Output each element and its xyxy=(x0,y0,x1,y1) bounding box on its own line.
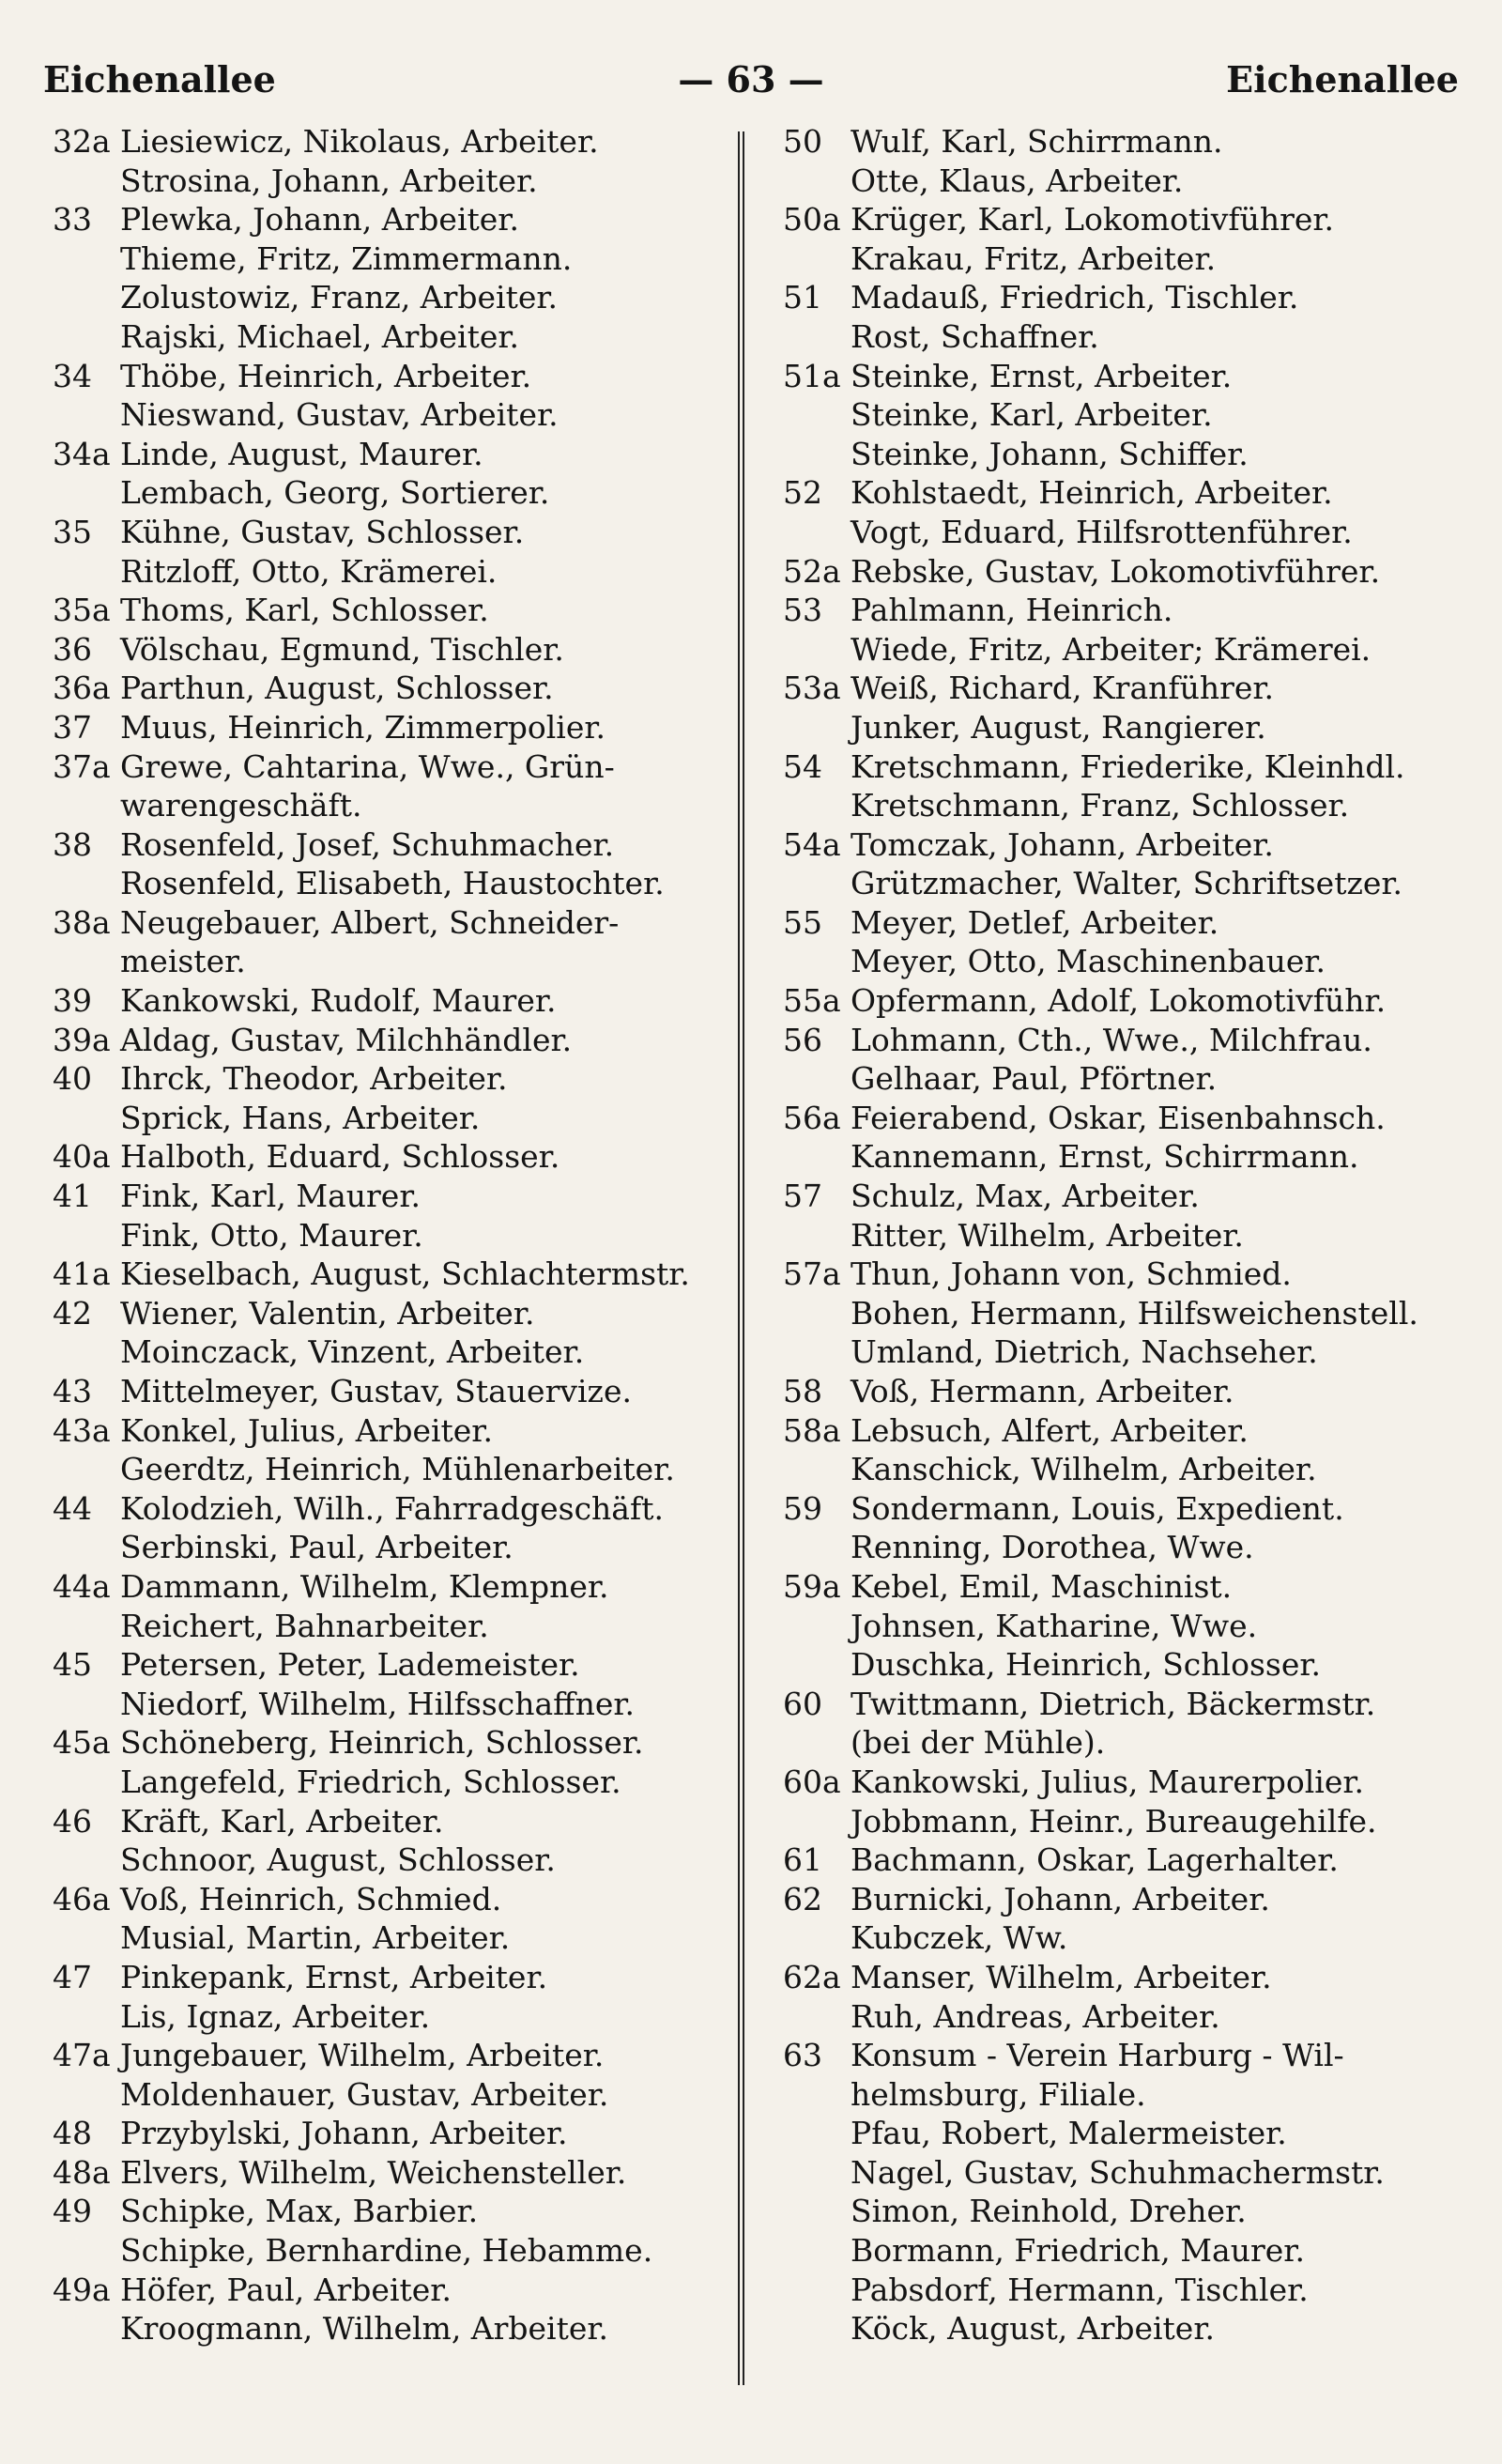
resident-entry: Pahlmann, Heinrich. xyxy=(851,592,1173,629)
resident-entry: Wiede, Fritz, Arbeiter; Krämerei. xyxy=(851,630,1372,668)
directory-entry xyxy=(783,1411,1468,1451)
directory-entry xyxy=(53,1216,719,1255)
resident-entry: (bei der Mühle). xyxy=(851,1724,1106,1762)
resident-entry: Jobbmann, Heinr., Bureaugehilfe. xyxy=(851,1802,1377,1840)
directory-entry xyxy=(783,1918,1468,1958)
resident-entry: Kräft, Karl, Arbeiter. xyxy=(120,1802,444,1840)
directory-entry xyxy=(53,591,719,630)
directory-entry xyxy=(783,162,1468,201)
resident-entry: Mittelmeyer, Gustav, Stauervize. xyxy=(120,1373,632,1409)
house-number: 42 xyxy=(53,1294,92,1332)
house-number: 39 xyxy=(53,982,92,1020)
house-number: 34 xyxy=(53,357,92,394)
resident-entry: Parthun, August, Schlosser. xyxy=(120,670,554,707)
directory-entry xyxy=(783,2036,1468,2075)
resident-entry: Ritter, Wilhelm, Arbeiter. xyxy=(851,1216,1244,1254)
house-number: 53 xyxy=(783,592,822,629)
resident-entry: Strosina, Johann, Arbeiter. xyxy=(120,162,538,199)
house-number: 46a xyxy=(53,1880,111,1917)
directory-entry xyxy=(53,903,719,943)
house-number: 47a xyxy=(53,2037,111,2074)
house-number: 52a xyxy=(783,552,841,590)
directory-entry xyxy=(53,2075,719,2115)
directory-entry xyxy=(53,747,719,787)
directory-entry xyxy=(53,2231,719,2271)
header-street-right: Eichenallee xyxy=(1226,58,1459,100)
directory-entry xyxy=(783,825,1468,865)
resident-entry: Kretschmann, Friederike, Kleinhdl. xyxy=(851,747,1405,785)
left-column xyxy=(53,122,719,2348)
resident-entry: Kieselbach, August, Schlachtermstr. xyxy=(120,1255,690,1293)
directory-entry xyxy=(783,357,1468,396)
house-number: 58 xyxy=(783,1373,822,1409)
resident-entry: Pfau, Robert, Malermeister. xyxy=(851,2115,1287,2152)
resident-entry: Musial, Martin, Arbeiter. xyxy=(120,1919,511,1957)
resident-entry: Grützmacher, Walter, Schriftsetzer. xyxy=(851,865,1403,902)
resident-entry: Feierabend, Oskar, Eisenbahnsch. xyxy=(851,1099,1386,1136)
directory-entry xyxy=(53,864,719,903)
house-number: 48 xyxy=(53,2115,92,2152)
house-number: 54 xyxy=(783,747,822,785)
resident-entry: Plewka, Johann, Arbeiter. xyxy=(120,201,519,239)
directory-entry xyxy=(53,1294,719,1333)
resident-entry: Wulf, Karl, Schirrmann. xyxy=(851,123,1223,160)
directory-entry xyxy=(53,1332,719,1372)
directory-entry xyxy=(783,1528,1468,1567)
page-header xyxy=(38,58,1464,115)
directory-entry xyxy=(53,1880,719,1919)
resident-entry: Sprick, Hans, Arbeiter. xyxy=(120,1099,481,1136)
resident-entry: Dammann, Wilhelm, Klempner. xyxy=(120,1567,609,1605)
directory-entry xyxy=(783,2309,1468,2348)
directory-entry xyxy=(783,1332,1468,1372)
directory-entry xyxy=(783,473,1468,513)
directory-entry xyxy=(783,1450,1468,1489)
directory-entry xyxy=(53,2036,719,2075)
house-number: 48a xyxy=(53,2153,111,2191)
resident-entry: Höfer, Paul, Arbeiter. xyxy=(120,2271,452,2308)
directory-entry xyxy=(53,552,719,592)
house-number: 45a xyxy=(53,1724,111,1762)
resident-entry: Thöbe, Heinrich, Arbeiter. xyxy=(120,357,532,394)
resident-entry: Lis, Ignaz, Arbeiter. xyxy=(120,1997,431,2035)
resident-entry: Fink, Otto, Maurer. xyxy=(120,1216,423,1254)
resident-entry: Langefeld, Friedrich, Schlosser. xyxy=(120,1763,621,1800)
house-number: 50 xyxy=(783,123,822,160)
resident-entry: Zolustowiz, Franz, Arbeiter. xyxy=(120,279,559,316)
directory-entry xyxy=(53,2309,719,2348)
resident-entry: Steinke, Johann, Schiffer. xyxy=(851,435,1249,472)
directory-entry xyxy=(53,1918,719,1958)
house-number: 41a xyxy=(53,1255,111,1293)
directory-entry xyxy=(53,981,719,1021)
directory-entry xyxy=(53,1450,719,1489)
house-number: 38 xyxy=(53,825,92,863)
resident-entry: Schulz, Max, Arbeiter. xyxy=(851,1178,1200,1215)
resident-entry: Ritzloff, Otto, Krämerei. xyxy=(120,552,498,590)
resident-entry: Vogt, Eduard, Hilfsrottenführer. xyxy=(851,513,1353,550)
resident-entry: Neugebauer, Albert, Schneider- xyxy=(120,903,620,941)
directory-entry xyxy=(783,200,1468,239)
resident-entry: meister. xyxy=(120,943,246,980)
directory-entry xyxy=(53,786,719,825)
directory-entry xyxy=(53,1021,719,1060)
house-number: 46 xyxy=(53,1802,92,1840)
house-number: 39a xyxy=(53,1021,111,1058)
house-number: 56 xyxy=(783,1021,822,1058)
directory-entry xyxy=(53,1059,719,1099)
directory-entry xyxy=(783,1021,1468,1060)
resident-entry: Rost, Schaffner. xyxy=(851,317,1099,355)
directory-entry xyxy=(53,1802,719,1841)
directory-entry xyxy=(783,278,1468,317)
resident-entry: Manser, Wilhelm, Arbeiter. xyxy=(851,1958,1272,1995)
house-number: 37 xyxy=(53,708,92,746)
resident-entry: Steinke, Ernst, Arbeiter. xyxy=(851,357,1233,394)
resident-entry: Voß, Heinrich, Schmied. xyxy=(120,1880,502,1917)
resident-entry: Kohlstaedt, Heinrich, Arbeiter. xyxy=(851,474,1333,512)
house-number: 45 xyxy=(53,1646,92,1684)
resident-entry: Thun, Johann von, Schmied. xyxy=(851,1255,1292,1293)
resident-entry: Krüger, Karl, Lokomotivführer. xyxy=(851,201,1335,239)
resident-entry: Simon, Reinhold, Dreher. xyxy=(851,2193,1247,2230)
resident-entry: Krakau, Fritz, Arbeiter. xyxy=(851,239,1217,277)
house-number: 33 xyxy=(53,201,92,239)
directory-entry xyxy=(783,2192,1468,2231)
resident-entry: Lohmann, Cth., Wwe., Milchfrau. xyxy=(851,1021,1372,1058)
resident-entry: warengeschäft. xyxy=(120,787,362,824)
resident-entry: Lebsuch, Alfert, Arbeiter. xyxy=(851,1411,1249,1449)
directory-entry xyxy=(53,942,719,981)
resident-entry: Twittmann, Dietrich, Bäckermstr. xyxy=(851,1685,1376,1722)
house-number: 61 xyxy=(783,1841,822,1879)
directory-entry xyxy=(783,942,1468,981)
resident-entry: Aldag, Gustav, Milchhändler. xyxy=(120,1021,573,1058)
directory-entry xyxy=(783,1880,1468,1919)
resident-entry: Voß, Hermann, Arbeiter. xyxy=(851,1373,1234,1409)
resident-entry: Bormann, Friedrich, Maurer. xyxy=(851,2232,1305,2270)
house-number: 49a xyxy=(53,2271,111,2308)
house-number: 51 xyxy=(783,279,822,316)
house-number: 44a xyxy=(53,1567,111,1605)
resident-entry: Przybylski, Johann, Arbeiter. xyxy=(120,2115,568,2152)
resident-entry: Schipke, Bernhardine, Hebamme. xyxy=(120,2232,653,2270)
directory-entry xyxy=(53,239,719,279)
directory-entry xyxy=(53,1997,719,2037)
directory-entry xyxy=(783,981,1468,1021)
directory-entry xyxy=(53,1137,719,1177)
directory-entry xyxy=(53,122,719,162)
house-number: 51a xyxy=(783,357,841,394)
resident-entry: Rebske, Gustav, Lokomotivführer. xyxy=(851,552,1381,590)
resident-entry: Konkel, Julius, Arbeiter. xyxy=(120,1411,493,1449)
house-number: 38a xyxy=(53,903,111,941)
directory-entry xyxy=(53,1685,719,1724)
directory-entry xyxy=(53,708,719,747)
house-number: 57 xyxy=(783,1178,822,1215)
house-number: 37a xyxy=(53,747,111,785)
resident-entry: Schöneberg, Heinrich, Schlosser. xyxy=(120,1724,644,1762)
resident-entry: Moinczack, Vinzent, Arbeiter. xyxy=(120,1333,585,1371)
directory-entry xyxy=(53,435,719,474)
house-number: 49 xyxy=(53,2193,92,2230)
directory-entry xyxy=(783,1177,1468,1216)
directory-entry xyxy=(53,357,719,396)
directory-entry xyxy=(783,1489,1468,1529)
resident-entry: Meyer, Otto, Maschinenbauer. xyxy=(851,943,1326,980)
directory-entry xyxy=(53,669,719,708)
resident-entry: Pabsdorf, Hermann, Tischler. xyxy=(851,2271,1309,2308)
resident-entry: Bachmann, Oskar, Lagerhalter. xyxy=(851,1841,1339,1879)
resident-entry: Wiener, Valentin, Arbeiter. xyxy=(120,1294,535,1332)
directory-entry xyxy=(783,864,1468,903)
resident-entry: Ihrck, Theodor, Arbeiter. xyxy=(120,1060,508,1098)
resident-entry: Rosenfeld, Elisabeth, Haustochter. xyxy=(120,865,665,902)
directory-entry xyxy=(783,513,1468,552)
resident-entry: Kubczek, Ww. xyxy=(851,1919,1068,1957)
resident-entry: Rajski, Michael, Arbeiter. xyxy=(120,317,520,355)
directory-entry xyxy=(783,1255,1468,1294)
directory-entry xyxy=(53,1763,719,1802)
resident-entry: Moldenhauer, Gustav, Arbeiter. xyxy=(120,2075,609,2113)
directory-entry xyxy=(783,122,1468,162)
resident-entry: Bohen, Hermann, Hilfsweichenstell. xyxy=(851,1294,1418,1332)
directory-entry xyxy=(53,1607,719,1646)
house-number: 55 xyxy=(783,903,822,941)
resident-entry: Umland, Dietrich, Nachseher. xyxy=(851,1333,1318,1371)
directory-entry xyxy=(53,1645,719,1685)
directory-entry xyxy=(53,2153,719,2193)
house-number: 34a xyxy=(53,435,111,472)
resident-entry: Schnoor, August, Schlosser. xyxy=(120,1841,556,1879)
directory-entry xyxy=(783,2231,1468,2271)
resident-entry: Otte, Klaus, Arbeiter. xyxy=(851,162,1184,199)
resident-entry: Kebel, Emil, Maschinist. xyxy=(851,1567,1233,1605)
directory-entry xyxy=(53,1489,719,1529)
resident-entry: Duschka, Heinrich, Schlosser. xyxy=(851,1646,1321,1684)
resident-entry: Madauß, Friedrich, Tischler. xyxy=(851,279,1299,316)
resident-entry: Kühne, Gustav, Schlosser. xyxy=(120,513,525,550)
directory-entry xyxy=(783,1802,1468,1841)
directory-entry xyxy=(783,1645,1468,1685)
resident-entry: Burnicki, Johann, Arbeiter. xyxy=(851,1880,1270,1917)
resident-entry: Petersen, Peter, Lademeister. xyxy=(120,1646,580,1684)
resident-entry: Junker, August, Rangierer. xyxy=(851,708,1266,746)
resident-entry: Konsum - Verein Harburg - Wil- xyxy=(851,2037,1344,2074)
directory-entry xyxy=(783,552,1468,592)
resident-entry: Johnsen, Katharine, Wwe. xyxy=(851,1607,1258,1644)
house-number: 62 xyxy=(783,1880,822,1917)
directory-entry xyxy=(53,395,719,435)
resident-entry: Halboth, Eduard, Schlosser. xyxy=(120,1138,560,1176)
resident-entry: Kroogmann, Wilhelm, Arbeiter. xyxy=(120,2310,609,2348)
resident-entry: Muus, Heinrich, Zimmerpolier. xyxy=(120,708,606,746)
page-number: — 63 — xyxy=(678,58,824,100)
house-number: 35a xyxy=(53,592,111,629)
directory-entry xyxy=(783,1294,1468,1333)
directory-entry xyxy=(783,2153,1468,2193)
directory-entry xyxy=(53,1255,719,1294)
directory-entry xyxy=(783,1840,1468,1880)
directory-entry xyxy=(53,162,719,201)
house-number: 47 xyxy=(53,1958,92,1995)
resident-entry: Reichert, Bahnarbeiter. xyxy=(120,1607,489,1644)
house-number: 36 xyxy=(53,630,92,668)
resident-entry: Linde, August, Maurer. xyxy=(120,435,483,472)
house-number: 60a xyxy=(783,1763,841,1800)
directory-entry xyxy=(783,395,1468,435)
directory-entry xyxy=(53,473,719,513)
house-number: 59 xyxy=(783,1489,822,1527)
house-number: 36a xyxy=(53,670,111,707)
column-divider xyxy=(738,131,740,2385)
resident-entry: Nagel, Gustav, Schuhmachermstr. xyxy=(851,2153,1385,2191)
house-number: 63 xyxy=(783,2037,822,2074)
resident-entry: Steinke, Karl, Arbeiter. xyxy=(851,396,1213,434)
directory-entry xyxy=(53,630,719,670)
resident-entry: Schipke, Max, Barbier. xyxy=(120,2193,479,2230)
house-number: 43a xyxy=(53,1411,111,1449)
directory-entry xyxy=(783,1567,1468,1607)
resident-entry: Weiß, Richard, Kranführer. xyxy=(851,670,1275,707)
resident-entry: Fink, Karl, Maurer. xyxy=(120,1178,421,1215)
house-number: 40a xyxy=(53,1138,111,1176)
house-number: 57a xyxy=(783,1255,841,1293)
resident-entry: Thieme, Fritz, Zimmermann. xyxy=(120,239,573,277)
directory-entry xyxy=(783,630,1468,670)
directory-entry xyxy=(783,1372,1468,1411)
directory-entry xyxy=(783,747,1468,787)
directory-entry xyxy=(53,825,719,865)
directory-entry xyxy=(783,2271,1468,2310)
house-number: 59a xyxy=(783,1567,841,1605)
house-number: 62a xyxy=(783,1958,841,1995)
directory-entry xyxy=(783,1059,1468,1099)
directory-entry xyxy=(783,239,1468,279)
directory-entry xyxy=(53,1723,719,1763)
resident-entry: Kankowski, Rudolf, Maurer. xyxy=(120,982,557,1020)
directory-entry xyxy=(783,1607,1468,1646)
resident-entry: Geerdtz, Heinrich, Mühlenarbeiter. xyxy=(120,1451,675,1488)
directory-entry xyxy=(783,1763,1468,1802)
resident-entry: Renning, Dorothea, Wwe. xyxy=(851,1529,1254,1566)
resident-entry: Meyer, Detlef, Arbeiter. xyxy=(851,903,1219,941)
directory-entry xyxy=(783,2075,1468,2115)
directory-entry xyxy=(783,1137,1468,1177)
directory-entry xyxy=(53,2271,719,2310)
resident-entry: Kankowski, Julius, Maurerpolier. xyxy=(851,1763,1364,1800)
directory-entry xyxy=(53,1958,719,1997)
house-number: 58a xyxy=(783,1411,841,1449)
resident-entry: Niedorf, Wilhelm, Hilfsschaffner. xyxy=(120,1685,636,1722)
directory-entry xyxy=(53,200,719,239)
house-number: 53a xyxy=(783,670,841,707)
directory-entry xyxy=(783,1997,1468,2037)
directory-entry xyxy=(783,1685,1468,1724)
resident-entry: Nieswand, Gustav, Arbeiter. xyxy=(120,396,559,434)
resident-entry: Elvers, Wilhelm, Weichensteller. xyxy=(120,2153,627,2191)
resident-entry: Gelhaar, Paul, Pförtner. xyxy=(851,1060,1218,1098)
house-number: 55a xyxy=(783,982,841,1020)
right-column xyxy=(783,122,1468,2348)
resident-entry: Völschau, Egmund, Tischler. xyxy=(120,630,564,668)
directory-entry xyxy=(783,1099,1468,1138)
house-number: 44 xyxy=(53,1489,92,1527)
header-street-left: Eichenallee xyxy=(43,58,276,100)
directory-entry xyxy=(53,1567,719,1607)
directory-entry xyxy=(783,317,1468,357)
directory-entry xyxy=(783,1216,1468,1255)
resident-entry: Ruh, Andreas, Arbeiter. xyxy=(851,1997,1220,2035)
directory-entry xyxy=(53,1528,719,1567)
house-number: 32a xyxy=(53,123,111,160)
house-number: 60 xyxy=(783,1685,822,1722)
house-number: 35 xyxy=(53,513,92,550)
house-number: 54a xyxy=(783,825,841,863)
directory-entry xyxy=(53,1372,719,1411)
resident-entry: Pinkepank, Ernst, Arbeiter. xyxy=(120,1958,548,1995)
resident-entry: Sondermann, Louis, Expedient. xyxy=(851,1489,1344,1527)
house-number: 50a xyxy=(783,201,841,239)
resident-entry: helmsburg, Filiale. xyxy=(851,2075,1146,2113)
resident-entry: Kretschmann, Franz, Schlosser. xyxy=(851,787,1350,824)
directory-entry xyxy=(53,1177,719,1216)
resident-entry: Kolodzieh, Wilh., Fahrradgeschäft. xyxy=(120,1489,664,1527)
house-number: 41 xyxy=(53,1178,92,1215)
resident-entry: Thoms, Karl, Schlosser. xyxy=(120,592,489,629)
directory-entry xyxy=(53,1099,719,1138)
directory-entry xyxy=(783,786,1468,825)
directory-entry xyxy=(53,278,719,317)
directory-entry xyxy=(783,591,1468,630)
resident-entry: Kannemann, Ernst, Schirrmann. xyxy=(851,1138,1359,1176)
directory-entry xyxy=(53,2192,719,2231)
resident-entry: Jungebauer, Wilhelm, Arbeiter. xyxy=(120,2037,605,2074)
directory-entry xyxy=(783,1958,1468,1997)
directory-entry xyxy=(783,708,1468,747)
house-number: 56a xyxy=(783,1099,841,1136)
resident-entry: Tomczak, Johann, Arbeiter. xyxy=(851,825,1274,863)
resident-entry: Grewe, Cahtarina, Wwe., Grün- xyxy=(120,747,615,785)
resident-entry: Lembach, Georg, Sortierer. xyxy=(120,474,550,512)
resident-entry: Kanschick, Wilhelm, Arbeiter. xyxy=(851,1451,1317,1488)
directory-entry xyxy=(53,317,719,357)
directory-entry xyxy=(53,1840,719,1880)
resident-entry: Rosenfeld, Josef, Schuhmacher. xyxy=(120,825,615,863)
resident-entry: Köck, August, Arbeiter. xyxy=(851,2310,1215,2348)
directory-entry xyxy=(783,669,1468,708)
resident-entry: Serbinski, Paul, Arbeiter. xyxy=(120,1529,513,1566)
directory-entry xyxy=(783,1723,1468,1763)
directory-entry xyxy=(783,2114,1468,2153)
directory-entry xyxy=(53,1411,719,1451)
directory-entry xyxy=(53,513,719,552)
directory-entry xyxy=(783,903,1468,943)
directory-entry xyxy=(53,2114,719,2153)
resident-entry: Opfermann, Adolf, Lokomotivführ. xyxy=(851,982,1387,1020)
directory-entry xyxy=(783,435,1468,474)
resident-entry: Liesiewicz, Nikolaus, Arbeiter. xyxy=(120,123,599,160)
house-number: 52 xyxy=(783,474,822,512)
house-number: 40 xyxy=(53,1060,92,1098)
house-number: 43 xyxy=(53,1373,92,1409)
